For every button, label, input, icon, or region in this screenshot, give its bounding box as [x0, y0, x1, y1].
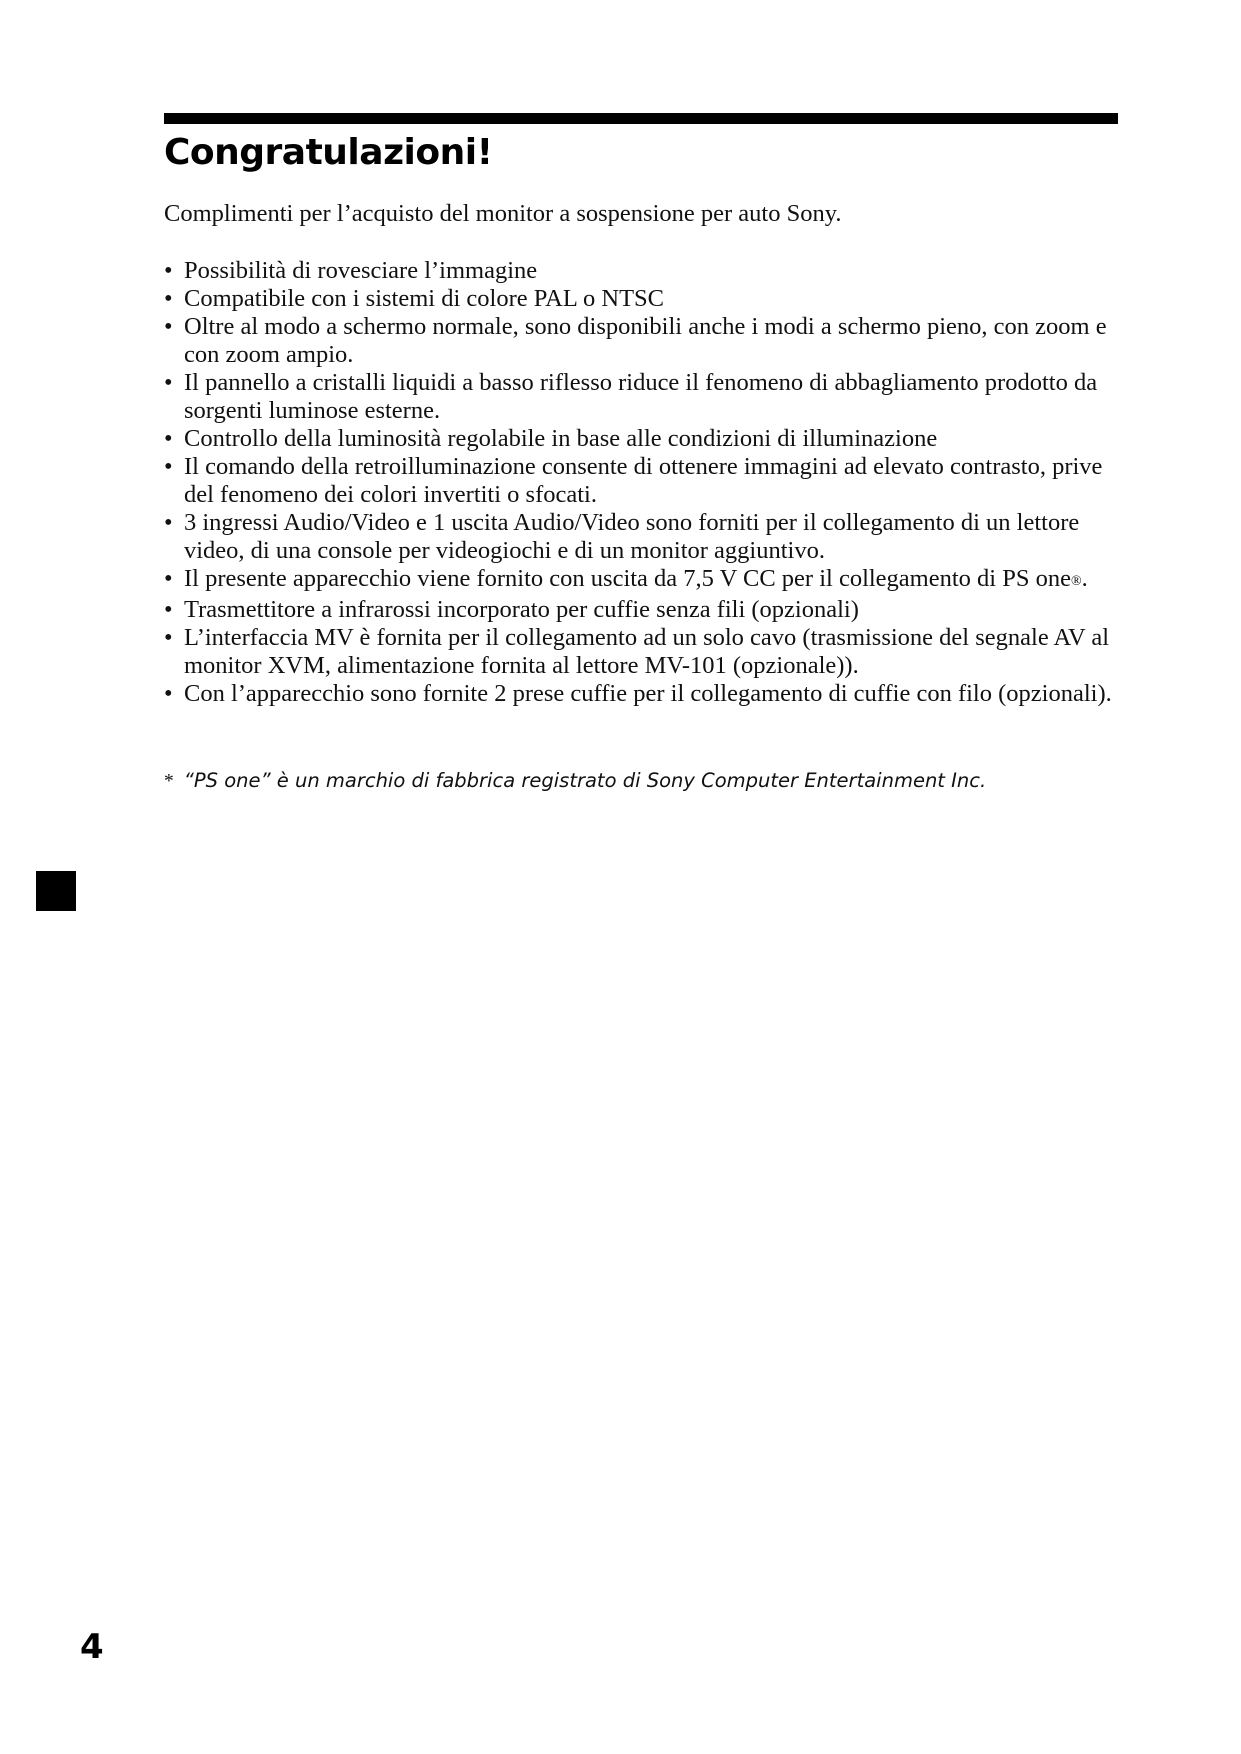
list-item	[164, 257, 1124, 285]
section-tab-marker	[36, 871, 76, 911]
list-item-text: Oltre al modo a schermo normale, sono disponibili anche i modi a schermo pieno, con zoom e con zoom ampio.	[184, 313, 1107, 368]
list-item-text: Controllo della luminosità regolabile in base alle condizioni di illuminazione	[184, 425, 938, 452]
list-item-text: L’interfaccia MV è fornita per il collegamento ad un solo cavo (trasmissione del segnale AV al monitor XVM, alimentazione fornita al lettore MV-101 (opzionale)).	[184, 624, 1110, 679]
footnote-mark: *	[164, 771, 174, 792]
title-rule	[164, 113, 1118, 124]
bullet-icon: •	[164, 509, 173, 536]
list-item	[164, 565, 1124, 596]
bullet-icon: •	[164, 565, 173, 592]
list-item-text: 3 ingressi Audio/Video e 1 uscita Audio/Video sono forniti per il collegamento di un lettore video, di una console per videogiochi e di un monitor aggiuntivo.	[184, 509, 1080, 564]
list-item-text: Il comando della retroilluminazione consente di ottenere immagini ad elevato contrasto, prive del fenomeno dei colori invertiti o sfocati.	[184, 453, 1103, 508]
list-item-text: Il presente apparecchio viene fornito con uscita da 7,5 V CC per il collegamento di PS one	[184, 565, 1071, 592]
list-item	[164, 285, 1124, 313]
list-item-text: Compatibile con i sistemi di colore PAL o NTSC	[184, 285, 664, 312]
list-item	[164, 680, 1124, 708]
page-title: Congratulazioni!	[164, 132, 493, 173]
list-item-text: Trasmettitore a infrarossi incorporato per cuffie senza fili (opzionali)	[184, 596, 859, 623]
list-item-text: Possibilità di rovesciare l’immagine	[184, 257, 538, 284]
registered-mark: ®	[1070, 574, 1082, 589]
page-number: 4	[80, 1627, 104, 1667]
list-item	[164, 453, 1124, 509]
list-item	[164, 369, 1124, 425]
bullet-icon: •	[164, 257, 173, 284]
list-item	[164, 596, 1124, 624]
list-item	[164, 624, 1124, 680]
sentence-end: .	[1081, 565, 1088, 592]
bullet-icon: •	[164, 680, 173, 707]
feature-list	[164, 257, 1124, 708]
bullet-icon: •	[164, 624, 173, 651]
bullet-icon: •	[164, 369, 173, 396]
bullet-icon: •	[164, 425, 173, 452]
footnote-text: “PS one” è un marchio di fabbrica registrato di Sony Computer Entertainment Inc.	[183, 769, 987, 792]
intro-paragraph: Complimenti per l’acquisto del monitor a sospensione per auto Sony.	[164, 200, 842, 227]
list-item-text: Il pannello a cristalli liquidi a basso riflesso riduce il fenomeno di abbagliamento prodotto da sorgenti luminose esterne.	[184, 369, 1098, 424]
list-item-text: Con l’apparecchio sono fornite 2 prese cuffie per il collegamento di cuffie con filo (opzionali).	[184, 680, 1112, 707]
list-item	[164, 313, 1124, 369]
list-item	[164, 425, 1124, 453]
bullet-icon: •	[164, 596, 173, 623]
footnote	[164, 768, 1124, 795]
list-item	[164, 509, 1124, 565]
bullet-icon: •	[164, 313, 173, 340]
bullet-icon: •	[164, 285, 173, 312]
bullet-icon: •	[164, 453, 173, 480]
